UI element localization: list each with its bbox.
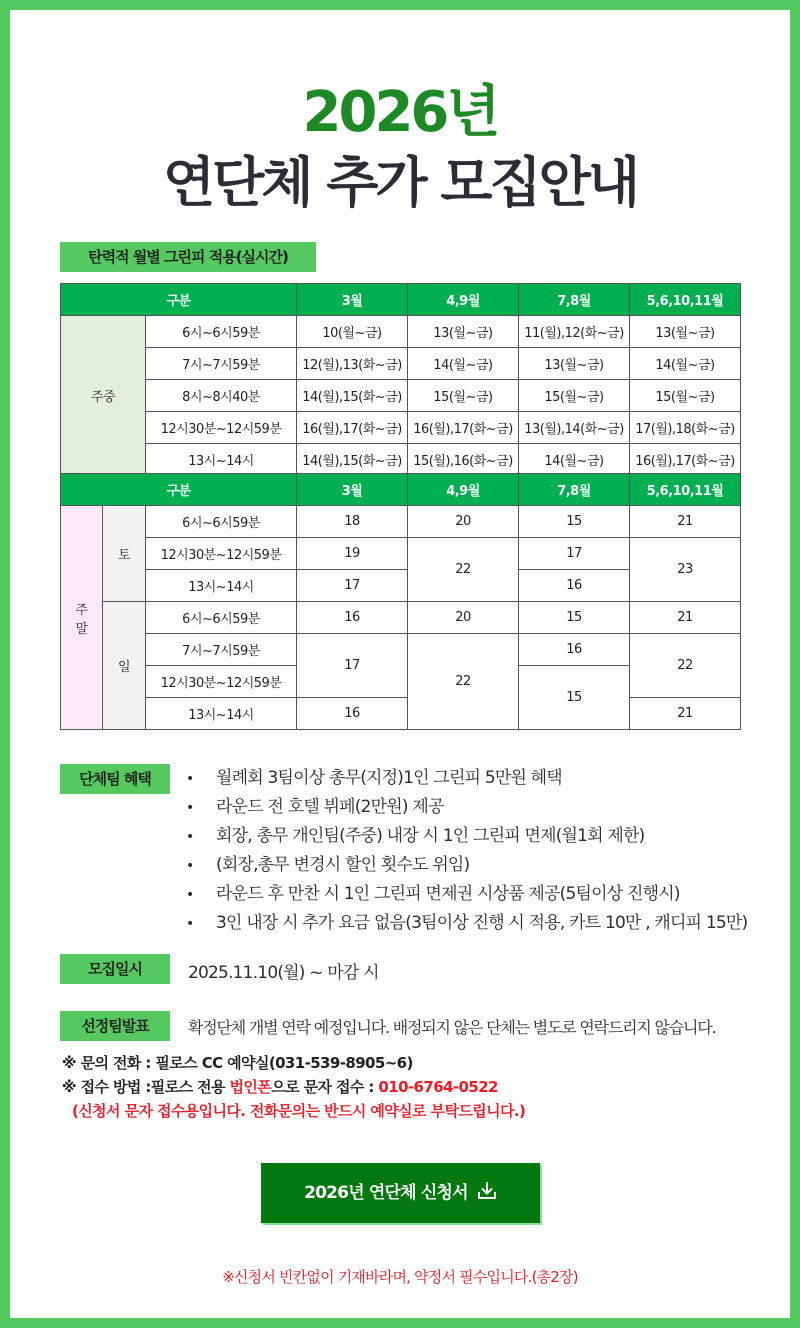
benefit-text: 월례회 3팀이상 총무(지정)1인 그린피 5만원 혜택	[216, 768, 562, 788]
time-cell: 6시~6시59분	[146, 316, 297, 348]
time-cell: 7시~7시59분	[146, 634, 297, 666]
table-header-row	[61, 474, 741, 506]
time-cell: 12시30분~12시59분	[146, 666, 297, 698]
download-icon	[477, 1182, 497, 1200]
price-cell: 14(월),15(화~금)	[297, 444, 408, 476]
price-cell: 16(월),17(화~금)	[408, 412, 519, 444]
list-item	[186, 909, 747, 938]
bullet-icon: •	[186, 887, 194, 903]
benefits-list	[186, 764, 747, 938]
price-cell: 15(월~금)	[519, 380, 630, 412]
weekday-price-table	[60, 283, 741, 476]
table-row	[61, 412, 741, 444]
weekend-label-top: 주	[75, 602, 88, 618]
recruit-label: 모집일시	[60, 954, 170, 984]
weekend-price-table	[60, 473, 741, 730]
list-item	[186, 764, 747, 793]
price-cell: 22	[408, 538, 519, 602]
benefit-text: (회장,총무 변경시 할인 횟수도 위임)	[216, 855, 470, 875]
selection-value: 확정단체 개별 연락 예정입니다. 배정되지 않은 단체는 별도로 연락드리지 않습니다.	[188, 1018, 716, 1037]
bullet-icon: •	[186, 771, 194, 787]
price-cell: 14(월~금)	[519, 444, 630, 476]
time-cell: 7시~7시59분	[146, 348, 297, 380]
sunday-label: 일	[103, 602, 146, 730]
benefit-text: 라운드 전 호텔 뷔페(2만원) 제공	[216, 797, 444, 817]
saturday-label: 토	[103, 506, 146, 602]
table-row	[61, 602, 741, 634]
method-prefix: ※ 접수 방법 :필로스 전용	[62, 1078, 230, 1096]
download-application-button[interactable]	[261, 1163, 540, 1223]
price-cell: 16	[297, 602, 408, 634]
price-cell: 16(월),17(화~금)	[630, 444, 741, 476]
time-cell: 13시~14시	[146, 444, 297, 476]
list-item	[186, 880, 747, 909]
list-item	[186, 793, 747, 822]
time-cell: 8시~8시40분	[146, 380, 297, 412]
price-cell: 15	[519, 506, 630, 538]
price-cell: 13(월~금)	[408, 316, 519, 348]
price-cell: 16	[519, 570, 630, 602]
header-category: 구분	[61, 284, 297, 316]
time-cell: 6시~6시59분	[146, 602, 297, 634]
title-year: 2026년	[302, 80, 498, 145]
header-month: 5,6,10,11월	[630, 284, 741, 316]
contact-notes	[62, 1051, 525, 1123]
price-cell: 21	[630, 698, 741, 730]
price-cell: 17	[297, 634, 408, 698]
price-cell: 15	[519, 602, 630, 634]
price-cell: 17	[297, 570, 408, 602]
weekend-label	[61, 506, 103, 730]
time-cell: 12시30분~12시59분	[146, 538, 297, 570]
header-month: 4,9월	[408, 474, 519, 506]
method-note: (신청서 문자 접수용입니다. 전화문의는 반드시 예약실로 부탁드립니다.)	[72, 1102, 526, 1120]
benefit-text: 라운드 후 만찬 시 1인 그린피 면제권 시상품 제공(5팀이상 진행시)	[216, 884, 680, 904]
benefit-text: 3인 내장 시 추가 요금 없음(3팀이상 진행 시 적용, 카트 10만 , 캐디피 15만)	[216, 913, 748, 933]
list-item	[186, 851, 747, 880]
price-cell: 15	[519, 666, 630, 730]
inquiry-line: ※ 문의 전화 : 필로스 CC 예약실(031-539-8905~6)	[62, 1054, 413, 1072]
price-cell: 20	[408, 602, 519, 634]
footnote: ※신청서 빈칸없이 기재바라며, 약정서 필수입니다.(총2장)	[222, 1268, 578, 1286]
header-category: 구분	[61, 474, 297, 506]
price-cell: 14(월~금)	[408, 348, 519, 380]
recruit-value: 2025.11.10(월) ~ 마감 시	[188, 963, 379, 983]
benefits-label: 단체팀 혜택	[60, 764, 170, 794]
time-cell: 12시30분~12시59분	[146, 412, 297, 444]
table-row	[61, 316, 741, 348]
table-row	[61, 348, 741, 380]
weekday-label: 주중	[61, 316, 146, 476]
price-cell: 20	[408, 506, 519, 538]
price-cell: 19	[297, 538, 408, 570]
price-cell: 14(월),15(화~금)	[297, 380, 408, 412]
price-cell: 10(월~금)	[297, 316, 408, 348]
price-cell: 21	[630, 602, 741, 634]
price-cell: 17	[519, 538, 630, 570]
list-item	[186, 822, 747, 851]
table-row	[61, 380, 741, 412]
bullet-icon: •	[186, 800, 194, 816]
method-mid: 으로 문자 접수 :	[271, 1078, 379, 1096]
table-row	[61, 698, 741, 730]
method-highlight: 법인폰	[229, 1078, 272, 1096]
header-month: 7,8월	[519, 474, 630, 506]
header-month: 3월	[297, 284, 408, 316]
bullet-icon: •	[186, 829, 194, 845]
price-cell: 16	[519, 634, 630, 666]
price-cell: 16	[297, 698, 408, 730]
price-cell: 22	[630, 634, 741, 698]
selection-label: 선정팀발표	[60, 1011, 170, 1041]
method-line	[62, 1075, 525, 1099]
price-cell: 16(월),17(화~금)	[297, 412, 408, 444]
time-cell: 13시~14시	[146, 698, 297, 730]
weekend-label-bottom: 말	[75, 621, 88, 637]
table-row	[61, 506, 741, 538]
header-month: 7,8월	[519, 284, 630, 316]
price-cell: 15(월~금)	[630, 380, 741, 412]
header-month: 3월	[297, 474, 408, 506]
bullet-icon: •	[186, 916, 194, 932]
header-month: 5,6,10,11월	[630, 474, 741, 506]
price-cell: 15(월~금)	[408, 380, 519, 412]
pricing-tag: 탄력적 월별 그린피 적용(실시간)	[60, 242, 316, 272]
method-phone: 010-6764-0522	[378, 1078, 498, 1096]
bullet-icon: •	[186, 858, 194, 874]
price-cell: 17(월),18(화~금)	[630, 412, 741, 444]
price-cell: 12(월),13(화~금)	[297, 348, 408, 380]
price-cell: 21	[630, 506, 741, 538]
price-cell: 14(월~금)	[630, 348, 741, 380]
price-cell: 11(월),12(화~금)	[519, 316, 630, 348]
table-row	[61, 634, 741, 666]
download-button-label: 2026년 연단체 신청서	[304, 1183, 468, 1203]
price-cell: 22	[408, 634, 519, 730]
price-cell: 13(월~금)	[630, 316, 741, 348]
price-cell: 23	[630, 538, 741, 602]
table-row	[61, 538, 741, 570]
header-month: 4,9월	[408, 284, 519, 316]
time-cell: 6시~6시59분	[146, 506, 297, 538]
price-cell: 13(월~금)	[519, 348, 630, 380]
time-cell: 13시~14시	[146, 570, 297, 602]
price-cell: 13(월),14(화~금)	[519, 412, 630, 444]
price-cell: 15(월),16(화~금)	[408, 444, 519, 476]
table-row	[61, 444, 741, 476]
price-cell: 18	[297, 506, 408, 538]
table-header-row	[61, 284, 741, 316]
benefit-text: 회장, 총무 개인팀(주중) 내장 시 1인 그린피 면제(월1회 제한)	[216, 826, 645, 846]
page-title: 연단체 추가 모집안내	[162, 151, 638, 214]
